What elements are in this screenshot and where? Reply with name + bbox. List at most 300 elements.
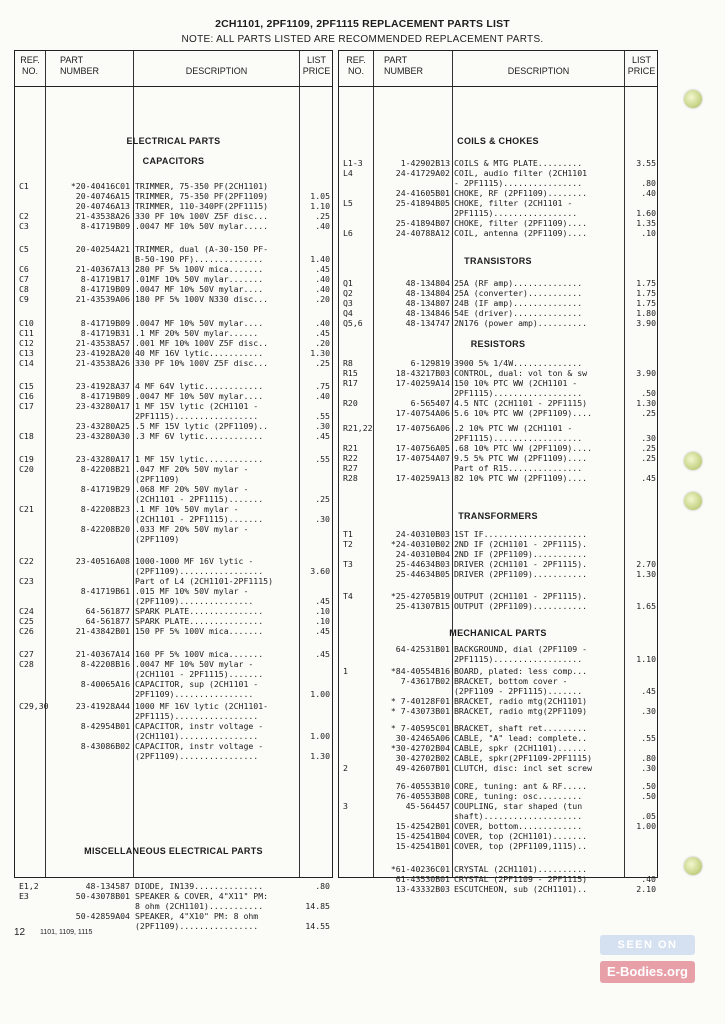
part-number-cell: 48-134846: [405, 308, 450, 318]
price-cell: .40: [315, 274, 330, 284]
ref-cell: Q2: [343, 288, 353, 298]
table-row: [339, 831, 657, 841]
description-cell: CABLE, "A" lead: complete..: [454, 733, 588, 743]
description-cell: TRIMMER, 110-340PF(2PF1115): [135, 201, 269, 211]
table-row: [339, 591, 657, 601]
price-cell: .05: [641, 811, 656, 821]
section-heading: CAPACITORS: [142, 156, 205, 166]
description-cell: .0047 MF 10% 50V mylar....: [135, 318, 264, 328]
price-cell: 1.30: [310, 348, 330, 358]
table-row: [339, 874, 657, 884]
table-row: [15, 649, 332, 659]
description-cell: (2PF1109 - 2PF1115).......: [454, 686, 583, 696]
price-cell: .45: [315, 596, 330, 606]
part-number-cell: 25-41894B05: [395, 198, 450, 208]
ref-cell: C21: [19, 504, 34, 514]
description-cell: .1 MF 10% 50V mylar -: [135, 504, 239, 514]
description-cell: .3 MF 6V lytic............: [135, 431, 264, 441]
description-cell: (2CH1101 - 2PF1115).......: [135, 514, 264, 524]
description-cell: 2PF1115).................: [135, 411, 259, 421]
part-number-cell: 8-40065A16: [80, 679, 130, 689]
price-cell: .55: [315, 454, 330, 464]
price-cell: .25: [315, 494, 330, 504]
part-number-cell: 24-41605B01: [395, 188, 450, 198]
part-number-cell: 25-41894B07: [395, 218, 450, 228]
description-cell: .1 MF 20% 50V mylar......: [135, 328, 259, 338]
price-cell: 1.30: [636, 398, 656, 408]
price-cell: .55: [641, 733, 656, 743]
price-cell: 3.90: [636, 368, 656, 378]
ref-cell: L5: [343, 198, 353, 208]
header-description: DESCRIPTION: [507, 66, 570, 76]
description-cell: 1 MF 15V lytic............: [135, 454, 264, 464]
price-cell: .45: [315, 626, 330, 636]
description-cell: CHOKE, filter (2CH1101 -: [454, 198, 573, 208]
price-cell: .40: [315, 318, 330, 328]
description-cell: 2PF1115)..................: [454, 433, 583, 443]
part-number-cell: *24-40310B02: [390, 539, 450, 549]
table-row: [339, 308, 657, 318]
ref-cell: T2: [343, 539, 353, 549]
table-row: [339, 443, 657, 453]
table-row: [339, 388, 657, 398]
price-cell: .30: [315, 514, 330, 524]
part-number-cell: 1-42902B13: [400, 158, 450, 168]
table-row: [339, 763, 657, 773]
price-cell: .75: [315, 381, 330, 391]
price-cell: 1.75: [636, 288, 656, 298]
ref-cell: C1: [19, 181, 29, 191]
description-cell: 2PF1115)..................: [454, 388, 583, 398]
price-cell: .45: [641, 686, 656, 696]
table-row: [15, 274, 332, 284]
table-row: [339, 178, 657, 188]
description-cell: SPARK PLATE...............: [135, 606, 264, 616]
part-number-cell: 8-42208B20: [80, 524, 130, 534]
ref-cell: C23: [19, 576, 34, 586]
part-number-cell: * 7-43073B01: [390, 706, 450, 716]
ref-cell: E3: [19, 891, 29, 901]
description-cell: BRACKET, bottom cover -: [454, 676, 568, 686]
table-row: [339, 723, 657, 733]
ref-cell: T1: [343, 529, 353, 539]
part-number-cell: 17-40756A06: [395, 423, 450, 433]
table-row: [339, 753, 657, 763]
part-number-cell: 8-42954B01: [80, 721, 130, 731]
table-row: [15, 338, 332, 348]
description-cell: CABLE, spkr(2PF1109-2PF1115): [454, 753, 593, 763]
part-number-cell: 17-40259A14: [395, 378, 450, 388]
table-row: [339, 529, 657, 539]
binder-ring-icon: [684, 90, 702, 108]
description-cell: 4 MF 64V lytic............: [135, 381, 264, 391]
section-heading: ELECTRICAL PARTS: [126, 136, 221, 146]
page-note: NOTE: ALL PARTS LISTED ARE RECOMMENDED REPLACEMENT PARTS.: [181, 34, 544, 45]
description-cell: 330 PF 10% 100V Z5F disc...: [135, 211, 269, 221]
header-description: DESCRIPTION: [185, 66, 248, 76]
header-list-price: LIST PRICE: [627, 55, 656, 76]
table-row: [15, 431, 332, 441]
description-cell: TRIMMER, 75-350 PF(2PF1109): [135, 191, 269, 201]
description-cell: 180 PF 5% 100V N330 disc...: [135, 294, 269, 304]
description-cell: OUTPUT (2CH1101 - 2PF1115).: [454, 591, 588, 601]
ref-cell: 3: [343, 801, 348, 811]
table-row: [15, 474, 332, 484]
description-cell: (2PF1109)...............: [135, 596, 254, 606]
description-cell: 24B (IF amp)..............: [454, 298, 583, 308]
table-row: [339, 398, 657, 408]
description-cell: 2ND IF (2PF1109)...........: [454, 549, 588, 559]
description-cell: COVER, bottom.............: [454, 821, 583, 831]
section-heading: COILS & CHOKES: [457, 136, 539, 146]
page-number: 12: [14, 927, 26, 938]
part-number-cell: 6-565407: [410, 398, 450, 408]
table-row: [339, 666, 657, 676]
price-cell: 1.10: [636, 654, 656, 664]
table-row: [339, 368, 657, 378]
description-cell: 2N176 (power amp)..........: [454, 318, 588, 328]
price-cell: .50: [641, 781, 656, 791]
price-cell: 14.85: [305, 901, 330, 911]
description-cell: (2PF1109): [135, 474, 180, 484]
part-number-cell: 15-42542B01: [395, 821, 450, 831]
table-row: [339, 318, 657, 328]
table-row: [339, 569, 657, 579]
description-cell: COILS & MTG PLATE.........: [454, 158, 583, 168]
ref-cell: C9: [19, 294, 29, 304]
price-cell: .80: [641, 178, 656, 188]
price-cell: .45: [315, 431, 330, 441]
description-cell: (2CH1101)................: [135, 731, 259, 741]
table-row: [15, 669, 332, 679]
part-number-cell: 23-40516A08: [75, 556, 130, 566]
ref-cell: L4: [343, 168, 353, 178]
ref-cell: C22: [19, 556, 34, 566]
ref-cell: C20: [19, 464, 34, 474]
description-cell: 150 PF 5% 100V mica.......: [135, 626, 264, 636]
part-number-cell: 25-41307B15: [395, 601, 450, 611]
part-number-cell: 23-43280A17: [75, 454, 130, 464]
description-cell: shaft)....................: [454, 811, 583, 821]
description-cell: CONTROL, dual: vol ton & sw: [454, 368, 588, 378]
table-row: [15, 411, 332, 421]
right-parts-table: [338, 50, 658, 894]
header-part-number: PART NUMBER: [384, 55, 424, 76]
ref-cell: C8: [19, 284, 29, 294]
part-number-cell: 48-134807: [405, 298, 450, 308]
watermark-logo: [600, 935, 695, 987]
part-number-cell: 6-129819: [410, 358, 450, 368]
table-row: [339, 864, 657, 874]
table-row: [15, 244, 332, 254]
price-cell: .25: [641, 443, 656, 453]
part-number-cell: 8-41719B29: [80, 484, 130, 494]
description-cell: CAPACITOR, sup (2CH1101 -: [135, 679, 259, 689]
part-number-cell: 21-43538A26: [75, 211, 130, 221]
part-number-cell: 45-564457: [405, 801, 450, 811]
header-divider: [339, 86, 657, 87]
ref-cell: C13: [19, 348, 34, 358]
table-row: [15, 464, 332, 474]
price-cell: 1.60: [636, 208, 656, 218]
price-cell: 1.30: [636, 569, 656, 579]
ref-cell: 2: [343, 763, 348, 773]
table-row: [339, 791, 657, 801]
table-row: [15, 484, 332, 494]
ref-cell: C27: [19, 649, 34, 659]
description-cell: COVER, top (2CH1101).......: [454, 831, 588, 841]
table-row: [339, 433, 657, 443]
description-cell: (2PF1109): [135, 534, 180, 544]
part-number-cell: 49-42607B01: [395, 763, 450, 773]
ref-cell: R20: [343, 398, 358, 408]
description-cell: SPEAKER & COVER, 4"X11" PM:: [135, 891, 269, 901]
part-number-cell: 8-41719B61: [80, 586, 130, 596]
part-number-cell: 50-42859A04: [75, 911, 130, 921]
ref-cell: R21: [343, 443, 358, 453]
table-row: [15, 454, 332, 464]
description-cell: COUPLING, star shaped (tun: [454, 801, 583, 811]
table-row: [15, 504, 332, 514]
table-row: [15, 221, 332, 231]
price-cell: 1.80: [636, 308, 656, 318]
price-cell: .45: [315, 649, 330, 659]
table-row: [339, 218, 657, 228]
table-row: [15, 318, 332, 328]
part-number-cell: 24-40310B03: [395, 529, 450, 539]
price-cell: 14.55: [305, 921, 330, 931]
part-number-cell: 20-40746A15: [75, 191, 130, 201]
page-models: 1101, 1109, 1115: [40, 929, 93, 936]
part-number-cell: 23-41928A44: [75, 701, 130, 711]
part-number-cell: 23-43280A17: [75, 401, 130, 411]
table-row: [339, 549, 657, 559]
part-number-cell: 17-40259A13: [395, 473, 450, 483]
table-row: [339, 841, 657, 851]
table-row: [339, 168, 657, 178]
description-cell: BRACKET, shaft ret.........: [454, 723, 588, 733]
table-row: [15, 191, 332, 201]
description-cell: (2CH1101 - 2PF1115).......: [135, 494, 264, 504]
description-cell: DRIVER (2CH1101 - 2PF1115).: [454, 559, 588, 569]
header-list-price: LIST PRICE: [302, 55, 331, 76]
description-cell: BRACKET, radio mtg(2PF1109): [454, 706, 588, 716]
part-number-cell: 76-40553B10: [395, 781, 450, 791]
ref-cell: R27: [343, 463, 358, 473]
part-number-cell: * 7-40595C01: [390, 723, 450, 733]
part-number-cell: 18-43217B03: [395, 368, 450, 378]
table-row: [15, 606, 332, 616]
binder-ring-icon: [684, 857, 702, 875]
part-number-cell: 64-561877: [85, 606, 130, 616]
price-cell: .25: [641, 453, 656, 463]
description-cell: Part of L4 (2CH1101-2PF1115): [135, 576, 274, 586]
header-part-number: PART NUMBER: [60, 55, 100, 76]
price-cell: 1.00: [636, 821, 656, 831]
ref-cell: C26: [19, 626, 34, 636]
ref-cell: R15: [343, 368, 358, 378]
section-heading: TRANSISTORS: [464, 256, 532, 266]
table-row: [15, 891, 332, 901]
binder-ring-icon: [684, 452, 702, 470]
price-cell: .10: [315, 606, 330, 616]
table-row: [15, 328, 332, 338]
part-number-cell: 8-41719B17: [80, 274, 130, 284]
part-number-cell: 23-43280A25: [75, 421, 130, 431]
table-row: [339, 801, 657, 811]
description-cell: 9.5 5% PTC WW (2PF1109)....: [454, 453, 588, 463]
description-cell: COIL, antenna (2PF1109)....: [454, 228, 588, 238]
part-number-cell: 48-134804: [405, 288, 450, 298]
ref-cell: R8: [343, 358, 353, 368]
ref-cell: T3: [343, 559, 353, 569]
table-row: [339, 733, 657, 743]
description-cell: 25A (RF amp)..............: [454, 278, 583, 288]
price-cell: 1.40: [310, 254, 330, 264]
table-row: [15, 201, 332, 211]
ref-cell: C2: [19, 211, 29, 221]
ref-cell: C16: [19, 391, 34, 401]
table-row: [339, 821, 657, 831]
part-number-cell: 64-561877: [85, 616, 130, 626]
table-row: [15, 679, 332, 689]
table-row: [15, 381, 332, 391]
table-row: [15, 294, 332, 304]
part-number-cell: 8-43086B02: [80, 741, 130, 751]
description-cell: .068 MF 20% 50V mylar -: [135, 484, 249, 494]
watermark-line-2: E-Bodies.org: [600, 961, 695, 983]
part-number-cell: 25-44634B03: [395, 559, 450, 569]
watermark-line-1: SEEN ON: [600, 935, 695, 955]
description-cell: 82 10% PTC WW (2PF1109)....: [454, 473, 588, 483]
table-row: [339, 158, 657, 168]
table-row: [15, 731, 332, 741]
ref-cell: L1-3: [343, 158, 363, 168]
section-heading: MECHANICAL PARTS: [449, 628, 547, 638]
description-cell: CRYSTAL (2PF1109 - 2PF1115): [454, 874, 588, 884]
part-number-cell: 21-43538A26: [75, 358, 130, 368]
table-row: [339, 706, 657, 716]
ref-cell: L6: [343, 228, 353, 238]
ref-cell: C24: [19, 606, 34, 616]
ref-cell: C11: [19, 328, 34, 338]
description-cell: (2PF1109).................: [135, 566, 264, 576]
ref-cell: C29,30: [19, 701, 49, 711]
part-number-cell: 23-41928A20: [75, 348, 130, 358]
ref-cell: C19: [19, 454, 34, 464]
description-cell: CLUTCH, disc: incl set screw: [454, 763, 593, 773]
description-cell: .2 10% PTC WW (2CH1101 -: [454, 423, 573, 433]
table-row: [15, 711, 332, 721]
description-cell: SPARK PLATE...............: [135, 616, 264, 626]
table-row: [339, 644, 657, 654]
description-cell: 54E (driver)..............: [454, 308, 583, 318]
description-cell: .0047 MF 10% 50V mylar.....: [135, 221, 269, 231]
ref-cell: R21,22: [343, 423, 373, 433]
table-row: [15, 701, 332, 711]
part-number-cell: 7-43617B02: [400, 676, 450, 686]
ref-cell: 1: [343, 666, 348, 676]
part-number-cell: 20-40746A13: [75, 201, 130, 211]
part-number-cell: 8-42208B21: [80, 464, 130, 474]
table-row: [339, 378, 657, 388]
table-row: [339, 278, 657, 288]
description-cell: .0047 MF 10% 50V mylar....: [135, 391, 264, 401]
table-row: [15, 659, 332, 669]
price-cell: 1.75: [636, 278, 656, 288]
ref-cell: C12: [19, 338, 34, 348]
price-cell: .30: [315, 421, 330, 431]
price-cell: .25: [315, 211, 330, 221]
part-number-cell: 17-40756A05: [395, 443, 450, 453]
table-row: [15, 534, 332, 544]
ref-cell: R22: [343, 453, 358, 463]
ref-cell: C7: [19, 274, 29, 284]
table-row: [15, 494, 332, 504]
part-number-cell: 21-43842B01: [75, 626, 130, 636]
price-cell: 1.05: [310, 191, 330, 201]
header-divider: [15, 86, 332, 87]
header-ref: REF. NO.: [346, 55, 366, 76]
table-row: [339, 781, 657, 791]
ref-cell: C3: [19, 221, 29, 231]
ref-cell: C18: [19, 431, 34, 441]
description-cell: (2PF1109)................: [135, 751, 259, 761]
table-row: [15, 586, 332, 596]
description-cell: .68 10% PTC WW (2PF1109)....: [454, 443, 593, 453]
part-number-cell: *20-40416C01: [70, 181, 130, 191]
description-cell: BOARD, plated: less comp...: [454, 666, 588, 676]
price-cell: 1.65: [636, 601, 656, 611]
table-row: [339, 408, 657, 418]
price-cell: 2.10: [636, 884, 656, 894]
table-row: [15, 211, 332, 221]
part-number-cell: 24-40310B04: [395, 549, 450, 559]
ref-cell: Q1: [343, 278, 353, 288]
ref-cell: R28: [343, 473, 358, 483]
price-cell: .20: [315, 338, 330, 348]
description-cell: COVER, top (2PF1109,1115)..: [454, 841, 588, 851]
part-number-cell: 21-40367A14: [75, 649, 130, 659]
table-row: [339, 358, 657, 368]
table-row: [15, 401, 332, 411]
table-row: [15, 514, 332, 524]
table-row: [339, 601, 657, 611]
description-cell: COIL, audio filter (2CH1101: [454, 168, 588, 178]
table-row: [339, 654, 657, 664]
part-number-cell: 21-43539A06: [75, 294, 130, 304]
description-cell: DRIVER (2PF1109)...........: [454, 569, 588, 579]
ref-cell: C15: [19, 381, 34, 391]
price-cell: .10: [315, 616, 330, 626]
part-number-cell: 50-43078B01: [75, 891, 130, 901]
table-row: [339, 559, 657, 569]
price-cell: 1.30: [310, 751, 330, 761]
section-heading: TRANSFORMERS: [458, 511, 538, 521]
part-number-cell: 76-40553B08: [395, 791, 450, 801]
ref-cell: T4: [343, 591, 353, 601]
price-cell: .40: [315, 221, 330, 231]
part-number-cell: 21-40367A13: [75, 264, 130, 274]
table-row: [339, 288, 657, 298]
price-cell: 3.60: [310, 566, 330, 576]
table-row: [15, 284, 332, 294]
description-cell: CABLE, spkr (2CH1101)......: [454, 743, 588, 753]
table-row: [15, 911, 332, 921]
ref-cell: E1,2: [19, 881, 39, 891]
price-cell: 1.10: [310, 201, 330, 211]
price-cell: .25: [315, 358, 330, 368]
